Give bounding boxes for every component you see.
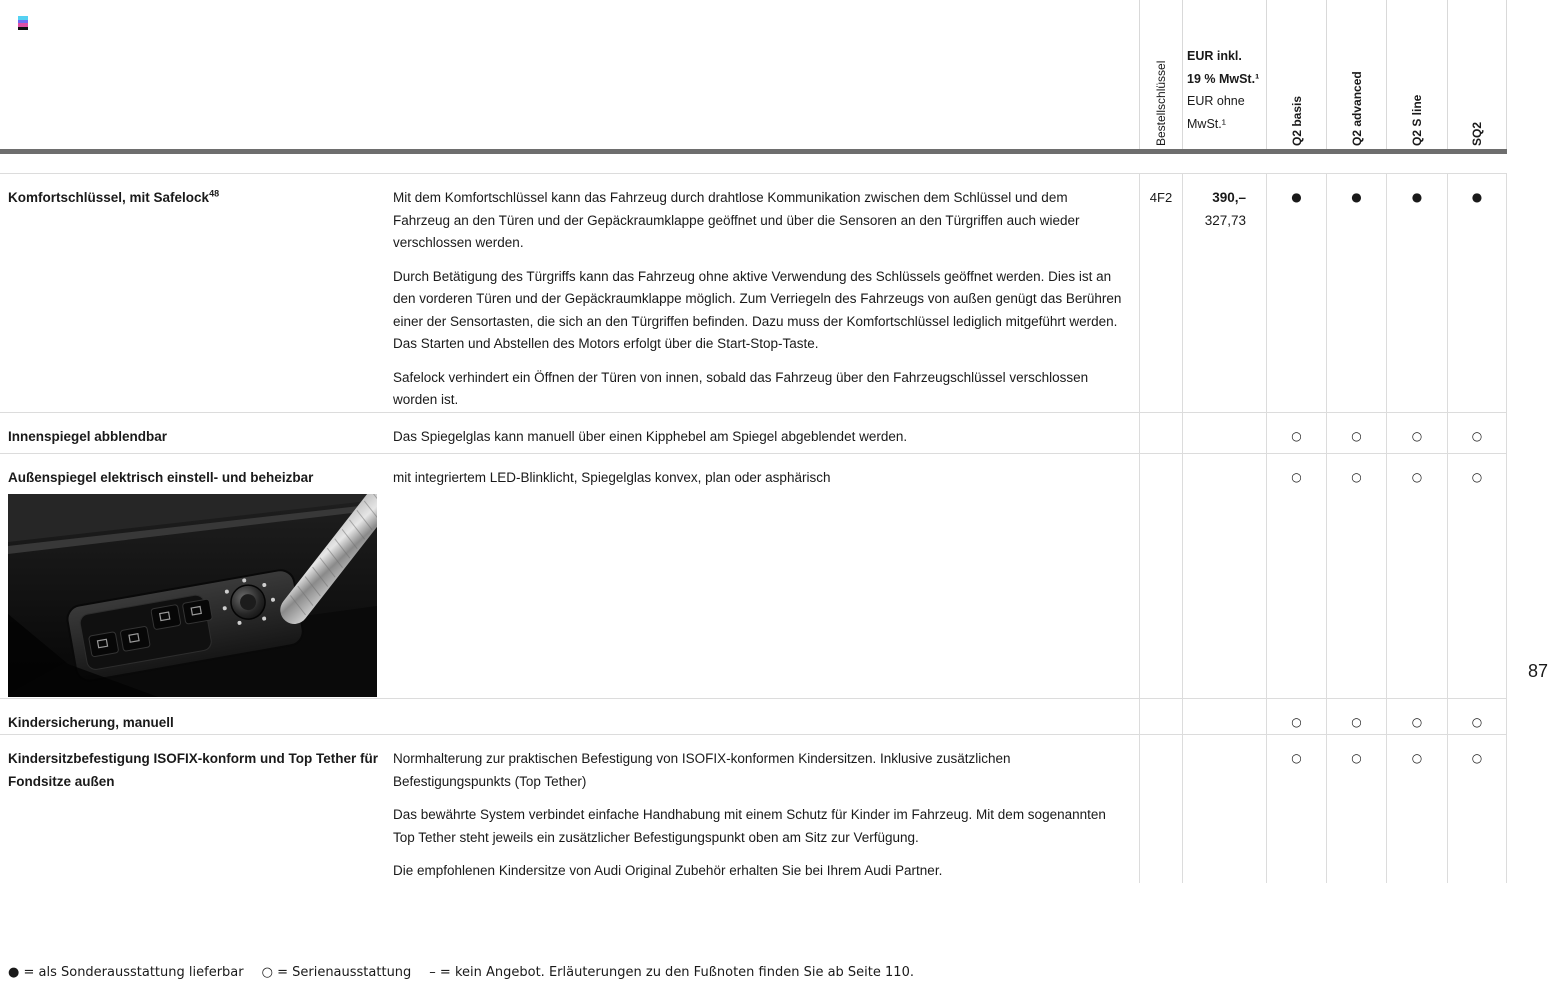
print-color-mark-icon — [18, 16, 28, 30]
column-divider — [1326, 0, 1327, 150]
legend-not-available: – = kein Angebot. Erläuterungen zu den Fußnoten finden Sie ab Seite 110. — [429, 965, 914, 980]
feature-description — [393, 173, 1139, 412]
column-header-q2-s-line: Q2 S line — [1410, 94, 1424, 146]
legend-special-equipment: ● = als Sonderausstattung lieferbar — [8, 965, 244, 980]
column-divider — [1506, 0, 1507, 150]
availability-mark-q2-basis: ○ — [1266, 734, 1326, 883]
column-divider — [1139, 0, 1140, 150]
page-number: 87 — [1528, 661, 1549, 681]
description-paragraph: Normhalterung zur praktischen Befestigung von ISOFIX-konformen Kindersitzen. Inklusive zusätzlichen Befestigungspunkts (Top Tether) — [393, 751, 1011, 789]
column-header-q2-basis: Q2 basis — [1290, 95, 1304, 146]
availability-mark-q2-s-line: ○ — [1386, 734, 1447, 883]
availability-mark-q2-advanced: ○ — [1326, 698, 1386, 735]
feature-name-text: Komfortschlüssel, mit Safelock — [8, 190, 210, 205]
price-cell — [1182, 734, 1266, 883]
feature-description — [393, 734, 1139, 883]
order-code — [1139, 698, 1182, 735]
description-paragraph: mit integriertem LED-Blinklicht, Spiegelglas konvex, plan oder asphärisch — [393, 469, 831, 485]
availability-mark-sq2: ○ — [1447, 698, 1507, 735]
order-code — [1139, 734, 1182, 883]
price-header-line: EUR inkl. — [1187, 49, 1242, 63]
legend-footer — [8, 965, 914, 980]
feature-name — [0, 453, 393, 698]
column-divider — [1386, 0, 1387, 150]
availability-mark-q2-basis: ○ — [1266, 453, 1326, 698]
availability-mark-sq2: ○ — [1447, 412, 1507, 453]
header-divider-bar — [0, 149, 1507, 154]
feature-name: Kindersitzbefestigung ISOFIX-konform und Top Tether für Fondsitze außen — [0, 734, 393, 883]
description-paragraph: Die empfohlenen Kindersitze von Audi Original Zubehör erhalten Sie bei Ihrem Audi Partner. — [393, 863, 943, 878]
feature-name: Innenspiegel abblendbar — [0, 412, 393, 453]
price-excl-vat: 327,73 — [1204, 212, 1246, 228]
availability-mark-sq2: ○ — [1447, 453, 1507, 698]
availability-mark-sq2: ● — [1447, 173, 1507, 412]
order-code — [1139, 412, 1182, 453]
availability-mark-q2-advanced: ○ — [1326, 734, 1386, 883]
price-header-line: EUR ohne — [1187, 94, 1245, 108]
description-paragraph: Safelock verhindert ein Öffnen der Türen von innen, sobald das Fahrzeug über den Fahrzeugschlüssel verschlossen worden ist. — [393, 369, 1089, 407]
availability-mark-sq2: ○ — [1447, 734, 1507, 883]
equipment-table — [0, 173, 1507, 883]
price-cell — [1182, 698, 1266, 735]
description-paragraph: Mit dem Komfortschlüssel kann das Fahrzeug durch drahtlose Kommunikation zwischen dem Schlüssel und dem Fahrzeug an den Türen und der Gepäckraumklappe geöffnet und über die Sensoren an den Türgriffen auch wieder verschlossen werden. — [393, 190, 1080, 250]
price-cell — [1182, 453, 1266, 698]
feature-description — [393, 698, 1139, 735]
legend-standard-equipment: ○ = Serienausstattung — [261, 965, 412, 980]
column-header-bestellschluessel: Bestellschlüssel — [1154, 60, 1168, 146]
feature-name — [0, 173, 393, 412]
order-code: 4F2 — [1139, 173, 1182, 412]
description-paragraph: Das Spiegelglas kann manuell über einen Kipphebel am Spiegel abgeblendet werden. — [393, 428, 908, 444]
description-paragraph: Durch Betätigung des Türgriffs kann das Fahrzeug ohne aktive Verwendung des Schlüssels geöffnet werden. Dies ist an den vorderen Türen und der Gepäckraumklappe möglich. Zum Verriegeln des Fahrzeugs von außen genügt das Berühren einer der Sensortasten, die sich an den Türgriffen befinden. Dazu muss der Komfortschlüssel lediglich mitgeführt werden. Das Starten und Abstellen des Motors erfolgt über die Start-Stop-Taste. — [393, 268, 1122, 351]
feature-name: Kindersicherung, manuell — [0, 698, 393, 735]
price-incl-vat: 390,– — [1212, 190, 1246, 205]
availability-mark-q2-basis: ○ — [1266, 412, 1326, 453]
availability-mark-q2-advanced: ○ — [1326, 412, 1386, 453]
column-divider — [1266, 0, 1267, 150]
footnote-marker: 48 — [209, 188, 220, 199]
availability-mark-q2-s-line: ● — [1386, 173, 1447, 412]
price-header-line: 19 % MwSt.¹ — [1187, 71, 1260, 86]
print-mark-stripe — [18, 27, 28, 31]
price-header-line: MwSt.¹ — [1187, 116, 1226, 131]
price-cell — [1182, 173, 1266, 412]
feature-description — [393, 453, 1139, 698]
availability-mark-q2-advanced: ○ — [1326, 453, 1386, 698]
feature-description — [393, 412, 1139, 453]
description-paragraph: Das bewährte System verbindet einfache Handhabung mit einem Schutz für Kinder im Fahrzeug. Mit dem sogenannten Top Tether steht jeweils ein zusätzlicher Befestigungspunkt oben am Sitz zur Verfügung. — [393, 807, 1106, 845]
availability-mark-q2-advanced: ● — [1326, 173, 1386, 412]
column-divider — [1447, 0, 1448, 150]
availability-mark-q2-basis: ○ — [1266, 698, 1326, 735]
column-header-price — [1187, 45, 1265, 135]
availability-mark-q2-basis: ● — [1266, 173, 1326, 412]
availability-mark-q2-s-line: ○ — [1386, 412, 1447, 453]
column-header-sq2: SQ2 — [1470, 121, 1484, 146]
price-cell — [1182, 412, 1266, 453]
feature-name-text: Außenspiegel elektrisch einstell- und beheizbar — [8, 469, 314, 485]
order-code — [1139, 453, 1182, 698]
availability-mark-q2-s-line: ○ — [1386, 698, 1447, 735]
availability-mark-q2-s-line: ○ — [1386, 453, 1447, 698]
column-header-q2-advanced: Q2 advanced — [1350, 71, 1364, 146]
door-panel-window-controls-photo — [8, 494, 377, 697]
column-divider — [1182, 0, 1183, 150]
